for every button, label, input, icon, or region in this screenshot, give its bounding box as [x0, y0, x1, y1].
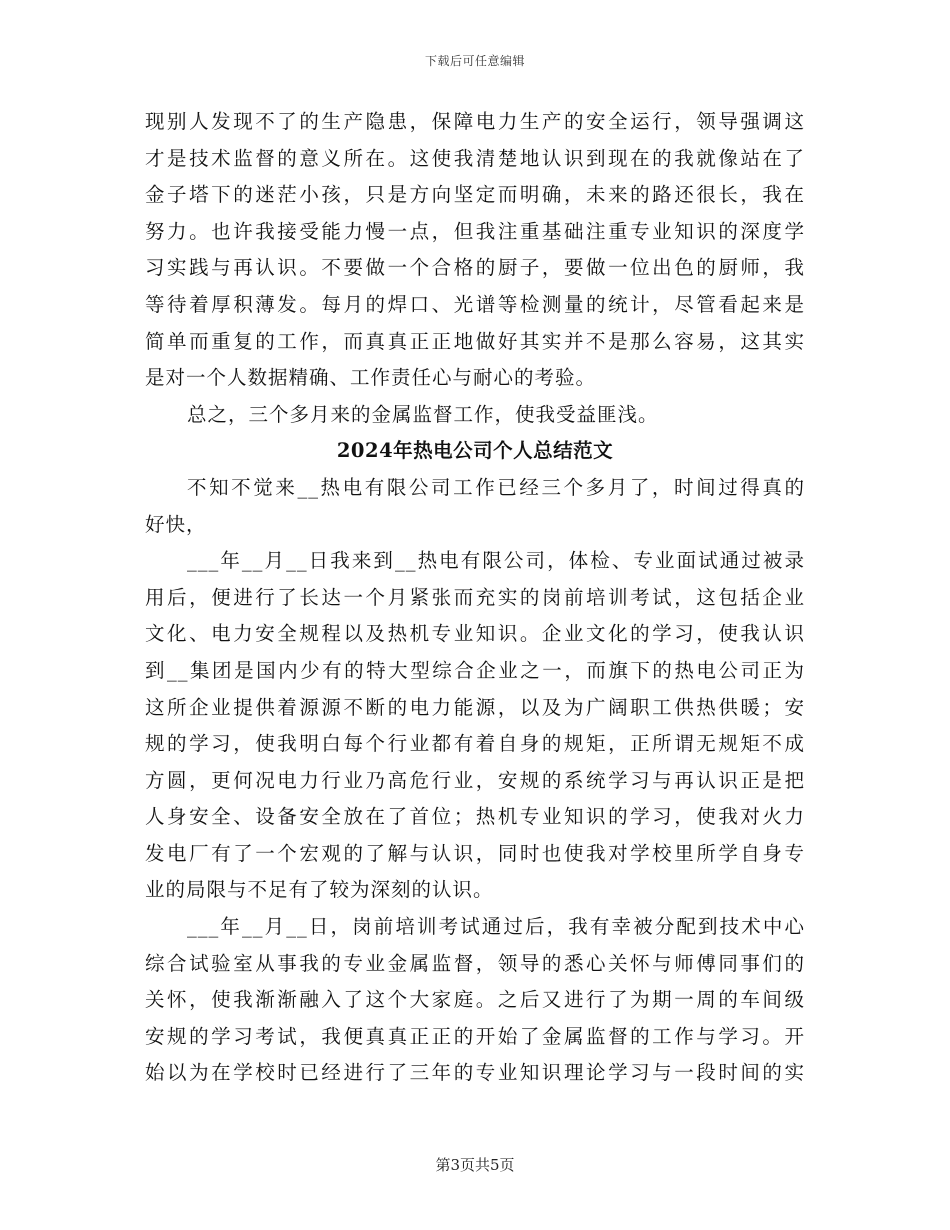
text-line: ___年__月__日，岗前培训考试通过后，我有幸被分配到技术中心: [187, 915, 805, 939]
text-line: 方圆，更何况电力行业乃高危行业，安规的系统学习与再认识正是把: [145, 768, 805, 792]
text-line: 业的局限与不足有了较为深刻的认识。: [145, 878, 494, 902]
text-line: 等待着厚积薄发。每月的焊口、光谱等检测量的统计，尽管看起来是: [145, 292, 805, 316]
page-footer: 第3页共5页: [435, 1156, 515, 1174]
text-line: 现别人发现不了的生产隐患，保障电力生产的安全运行，领导强调这: [145, 110, 805, 133]
text-line: 才是技术监督的意义所在。这使我清楚地认识到现在的我就像站在了: [145, 146, 805, 170]
text-line: 好快，: [145, 512, 207, 536]
text-line: 是对一个人数据精确、工作责任心与耐心的考验。: [145, 366, 597, 390]
text-line: 综合试验室从事我的专业金属监督，领导的悉心关怀与师傅同事们的: [145, 951, 805, 975]
text-line: 用后，便进行了长达一个月紧张而充实的岗前培训考试，这包括企业: [145, 585, 805, 609]
text-line: 习实践与再认识。不要做一个合格的厨子，要做一位出色的厨师，我: [145, 256, 805, 280]
text-line: 始以为在学校时已经进行了三年的专业知识理论学习与一段时间的实: [145, 1061, 805, 1085]
page-header: 下载后可任意编辑: [424, 54, 525, 68]
text-line: 不知不觉来__热电有限公司工作已经三个多月了，时间过得真的: [187, 475, 805, 499]
document-body: [145, 104, 805, 1092]
text-line: 总之，三个多月来的金属监督工作，使我受益匪浅。: [187, 402, 659, 426]
text-line: 努力。也许我接受能力慢一点，但我注重基础注重专业知识的深度学: [145, 219, 805, 243]
text-line: 人身安全、设备安全放在了首位；热机专业知识的学习，使我对火力: [145, 805, 805, 829]
text-line: 安规的学习考试，我便真真正正的开始了金属监督的工作与学习。开: [145, 1024, 805, 1048]
text-line: 金子塔下的迷茫小孩，只是方向坚定而明确，未来的路还很长，我在: [145, 183, 805, 207]
text-line: ___年__月__日我来到__热电有限公司，体检、专业面试通过被录: [187, 549, 805, 573]
text-line: 这所企业提供着源源不断的电力能源，以及为广阔职工供热供暖；安: [145, 695, 805, 719]
text-line: 规的学习，使我明白每个行业都有着自身的规矩，正所谓无规矩不成: [145, 732, 805, 756]
section-title: 2024年热电公司个人总结范文: [336, 439, 614, 463]
text-line: 简单而重复的工作，而真真正正地做好其实并不是那么容易，这其实: [145, 329, 805, 353]
text-line: 文化、电力安全规程以及热机专业知识。企业文化的学习，使我认识: [145, 622, 805, 646]
text-line: 发电厂有了一个宏观的了解与认识，同时也使我对学校里所学自身专: [145, 841, 805, 865]
text-line: 关怀，使我渐渐融入了这个大家庭。之后又进行了为期一周的车间级: [145, 988, 805, 1012]
text-line: 到__集团是国内少有的特大型综合企业之一，而旗下的热电公司正为: [145, 658, 805, 682]
